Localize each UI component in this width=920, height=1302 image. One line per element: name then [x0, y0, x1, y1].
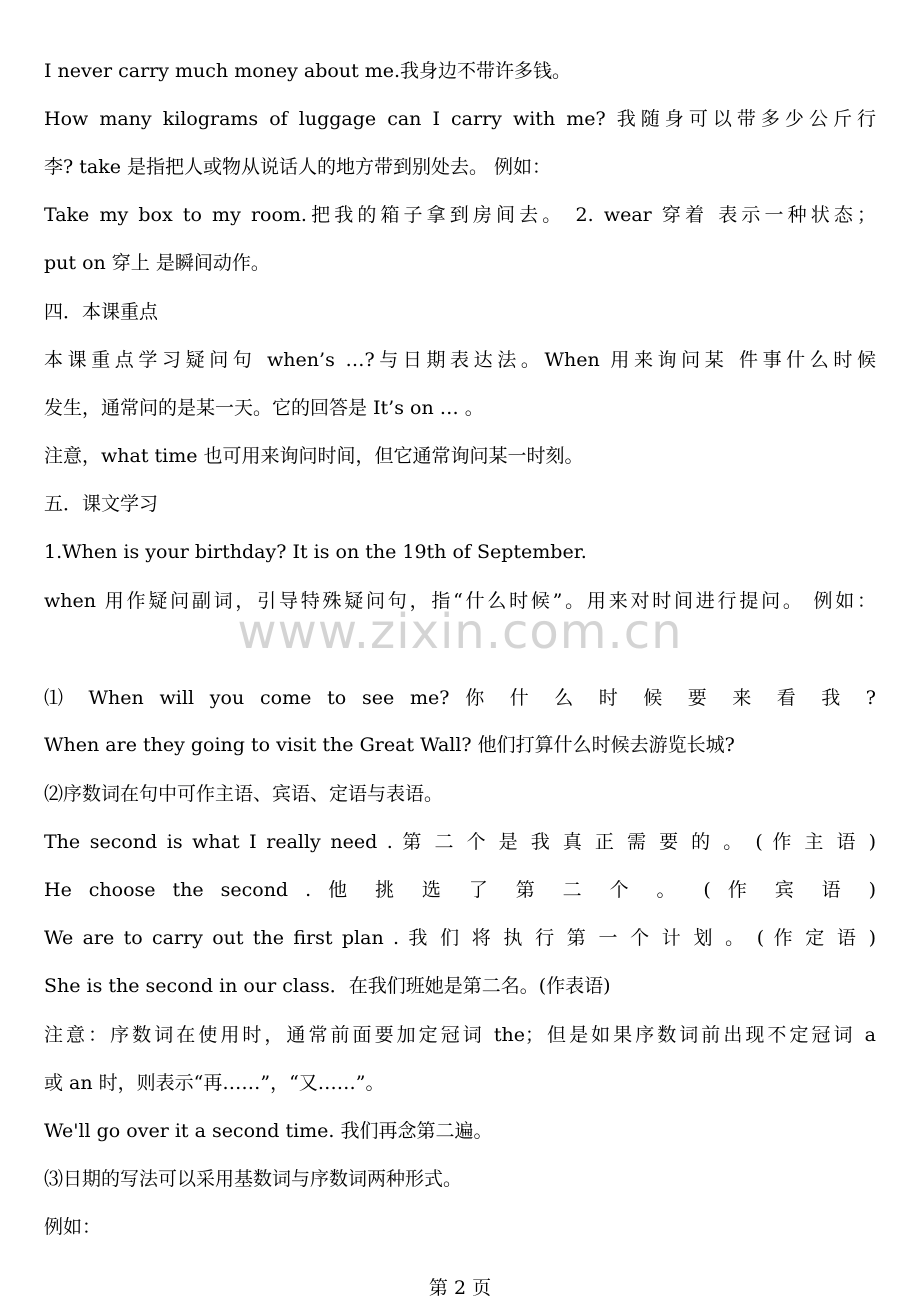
text-line-15: ⑵序数词在句中可作主语、宾语、定语与表语。: [44, 783, 444, 805]
text-line-2: How many kilograms of luggage can I carry with me? 我随身可以带多少公斤行: [44, 108, 876, 130]
text-line-21: 或 an 时，则表示“再……”，“又……”。: [44, 1072, 385, 1094]
text-line-8: 发生，通常问的是某一天。它的回答是 It’s on … 。: [44, 397, 484, 419]
text-line-23: ⑶日期的写法可以采用基数词与序数词两种形式。: [44, 1168, 463, 1190]
text-line-14: When are they going to visit the Great Wall? 他们打算什么时候去游览长城?: [44, 734, 735, 756]
text-line-7: 本课重点学习疑问句 when’s …?与日期表达法。When 用来询问某 件事什么时候: [44, 349, 876, 371]
section-heading-5: 五．课文学习: [44, 493, 159, 515]
text-line-19: She is the second in our class．在我们班她是第二名。(作表语): [44, 975, 611, 997]
text-line-3: 李? take 是指把人或物从说话人的地方带到别处去。 例如：: [44, 156, 552, 178]
text-line-9: 注意，what time 也可用来询问时间，但它通常询问某一时刻。: [44, 445, 584, 467]
text-line-12: when 用作疑问副词，引导特殊疑问句，指“什么时候”。用来对时间进行提问。 例如：: [44, 590, 876, 612]
watermark: www.zixin.com.cn: [237, 604, 683, 660]
text-line-11: 1.When is your birthday? It is on the 19th of September.: [44, 541, 587, 563]
text-line-24: 例如：: [44, 1216, 102, 1238]
section-heading-4: 四．本课重点: [44, 301, 159, 323]
text-line-4: Take my box to my room.把我的箱子拿到房间去。 2. wear 穿着 表示一种状态；: [44, 204, 876, 226]
text-line-20: 注意：序数词在使用时，通常前面要加定冠词 the；但是如果序数词前出现不定冠词 a: [44, 1024, 876, 1046]
text-line-17: He choose the second . 他 挑 选 了 第 二 个 。 ( 作 宾 语 ): [44, 879, 876, 901]
text-line-18: We are to carry out the first plan . 我 们 将 执 行 第 一 个 计 划 。 ( 作 定 语 ): [44, 927, 876, 949]
text-line-5: put on 穿上 是瞬间动作。: [44, 252, 270, 274]
text-line-1: I never carry much money about me.我身边不带许多钱。: [44, 60, 572, 82]
text-line-13: ⑴ When will you come to see me? 你 什 么 时 候 要 来 看 我 ?: [44, 687, 876, 709]
text-line-22: We'll go over it a second time. 我们再念第二遍。: [44, 1120, 493, 1142]
text-line-16: The second is what I really need . 第 二 个 是 我 真 正 需 要 的 。 ( 作 主 语 ): [44, 831, 876, 853]
page-number: 第 2 页: [428, 1277, 492, 1299]
